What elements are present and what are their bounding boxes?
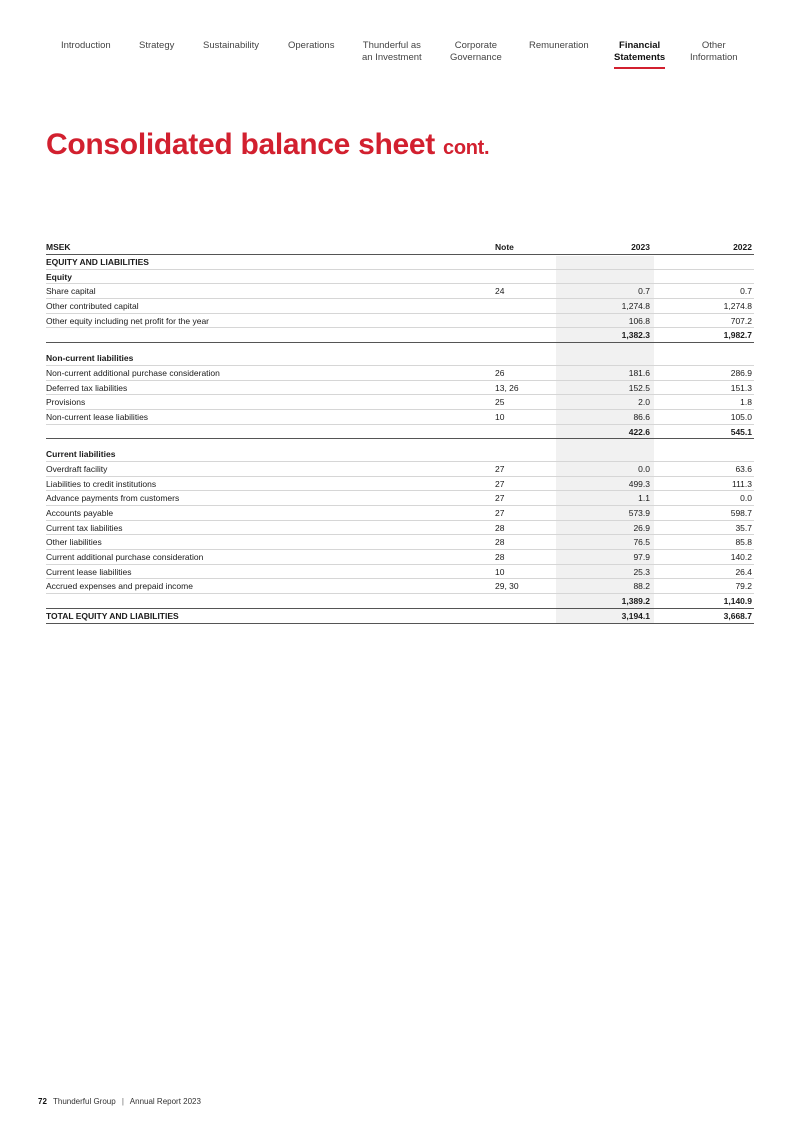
value-2023: 181.6 (628, 367, 650, 378)
row-note: 13, 26 (495, 382, 519, 393)
value-2023: 0.0 (638, 463, 650, 474)
nav-label: Thunderful as (362, 40, 421, 51)
nav-label: Statements (614, 52, 666, 63)
balance-sheet-table (46, 240, 754, 624)
nav-label: Governance (450, 52, 502, 63)
section-header-row (46, 270, 754, 285)
subtotal-row (46, 425, 754, 440)
nav-strategy[interactable] (139, 40, 174, 52)
footer-separator: | (121, 1097, 124, 1106)
row-note: 27 (495, 508, 505, 518)
value-2022: 140.2 (730, 552, 752, 563)
row-note: 28 (495, 522, 505, 533)
value-2022: 1,274.8 (723, 301, 752, 312)
value-2023: 2.0 (638, 397, 650, 408)
value-2022: 545.1 (730, 426, 752, 437)
footer-report: Annual Report 2023 (129, 1097, 201, 1106)
table-row (46, 410, 754, 425)
row-note: 28 (495, 537, 505, 548)
value-2023: 1,382.3 (621, 330, 650, 341)
row-label: Advance payments from customers (46, 493, 180, 504)
value-2023: 1,389.2 (621, 596, 650, 607)
value-2023: 86.6 (633, 411, 650, 422)
row-label: Other contributed capital (46, 301, 139, 312)
row-label: Current tax liabilities (46, 522, 123, 533)
table-row (46, 579, 754, 594)
active-nav-underline (614, 67, 665, 69)
row-label: Provisions (46, 397, 86, 408)
table-row (46, 366, 754, 381)
page-title (46, 128, 489, 162)
nav-label: Strategy (139, 40, 175, 51)
value-2023: 106.8 (628, 315, 650, 326)
nav-label: an Investment (362, 52, 422, 63)
nav-label: Information (690, 52, 738, 63)
footer-company: Thunderful Group (52, 1097, 116, 1106)
value-2023: 3,194.1 (621, 610, 650, 621)
row-label: Non-current additional purchase consideration (46, 367, 220, 378)
row-note: 10 (495, 566, 505, 577)
page-title-main: Consolidated balance sheet (46, 128, 435, 161)
table-row (46, 314, 754, 329)
value-2023: 76.5 (633, 537, 650, 548)
value-2022: 26.4 (735, 566, 752, 577)
table-row (46, 462, 754, 477)
value-2022: 3,668.7 (723, 610, 752, 621)
row-label: Overdraft facility (46, 463, 108, 474)
row-label: Current liabilities (46, 449, 116, 460)
section-header-row (46, 255, 754, 270)
table-row (46, 565, 754, 580)
value-2022: 1,982.7 (723, 330, 752, 341)
nav-other-information[interactable] (690, 40, 738, 64)
table-row (46, 477, 754, 492)
row-note: 25 (495, 397, 505, 408)
row-note: 10 (495, 411, 505, 422)
header-note: Note (495, 242, 514, 252)
value-2023: 152.5 (628, 382, 650, 393)
section-header-row (46, 351, 754, 366)
table-row (46, 550, 754, 565)
row-label: Accounts payable (46, 508, 114, 518)
value-2022: 0.7 (740, 286, 752, 297)
row-note: 28 (495, 552, 505, 563)
table-row (46, 535, 754, 550)
grand-total-row (46, 609, 754, 624)
row-note: 29, 30 (495, 581, 519, 592)
nav-label: Corporate (454, 40, 497, 51)
row-label: EQUITY AND LIABILITIES (46, 257, 149, 267)
nav-label: Sustainability (203, 40, 259, 51)
value-2022: 105.0 (730, 411, 752, 422)
row-note: 27 (495, 493, 505, 504)
value-2022: 286.9 (730, 367, 752, 378)
value-2022: 151.3 (730, 382, 752, 393)
value-2022: 35.7 (735, 522, 752, 533)
subtotal-row (46, 594, 754, 609)
row-note: 26 (495, 367, 505, 378)
nav-label: Introduction (61, 40, 111, 51)
table-row (46, 381, 754, 396)
nav-financial-statements[interactable] (614, 40, 665, 64)
row-label: Other liabilities (46, 537, 102, 548)
value-2023: 1,274.8 (621, 301, 650, 312)
value-2023: 573.9 (628, 508, 650, 518)
subtotal-row (46, 328, 754, 343)
table-row (46, 506, 754, 521)
value-2022: 111.3 (731, 478, 752, 489)
row-label: Liabilities to credit institutions (46, 478, 157, 489)
row-note: 27 (495, 463, 505, 474)
row-label: Current lease liabilities (46, 566, 132, 577)
header-msek: MSEK (46, 242, 71, 252)
value-2023: 499.3 (628, 478, 650, 489)
nav-corporate-governance[interactable] (450, 40, 502, 64)
table-header-row (46, 240, 754, 255)
row-label: Current additional purchase consideration (46, 552, 204, 563)
value-2023: 26.9 (633, 522, 650, 533)
table-row (46, 395, 754, 410)
row-note: 27 (495, 478, 505, 489)
row-label: Other equity including net profit for the year (46, 315, 210, 326)
row-label: Equity (46, 271, 72, 282)
value-2023: 88.2 (633, 581, 650, 592)
nav-label: Financial (619, 40, 661, 51)
row-note: 24 (495, 286, 505, 297)
row-label: Non-current liabilities (46, 353, 134, 364)
nav-thunderful-as-an-investment[interactable] (362, 40, 422, 64)
value-2022: 85.8 (735, 537, 752, 548)
page-title-suffix: cont. (443, 137, 490, 159)
row-label: Accrued expenses and prepaid income (46, 581, 193, 592)
value-2022: 598.7 (730, 508, 752, 518)
nav-sustainability[interactable] (203, 40, 259, 52)
row-label: Share capital (46, 286, 96, 297)
row-label: Deferred tax liabilities (46, 382, 128, 393)
top-navigation (0, 40, 800, 70)
value-2022: 1.8 (740, 397, 752, 408)
value-2022: 0.0 (740, 493, 752, 504)
value-2023: 0.7 (638, 286, 650, 297)
page-number: 72 (38, 1097, 47, 1106)
nav-introduction[interactable] (61, 40, 111, 52)
value-2022: 707.2 (730, 315, 752, 326)
nav-label: Other (701, 40, 726, 51)
value-2022: 63.6 (735, 463, 752, 474)
value-2023: 97.9 (633, 552, 650, 563)
value-2022: 1,140.9 (723, 596, 752, 607)
page-footer (38, 1097, 201, 1106)
value-2023: 25.3 (633, 566, 650, 577)
header-2022: 2022 (733, 242, 752, 252)
nav-label: Remuneration (529, 40, 589, 51)
section-header-row (46, 447, 754, 462)
table-row (46, 521, 754, 536)
header-2023: 2023 (631, 242, 650, 252)
row-label: TOTAL EQUITY AND LIABILITIES (46, 610, 179, 621)
nav-label: Operations (288, 40, 335, 51)
table-row (46, 299, 754, 314)
table-row (46, 284, 754, 299)
row-label: Non-current lease liabilities (46, 411, 149, 422)
value-2022: 79.2 (735, 581, 752, 592)
value-2023: 422.6 (628, 426, 650, 437)
nav-remuneration[interactable] (529, 40, 589, 52)
nav-operations[interactable] (288, 40, 334, 52)
table-row (46, 491, 754, 506)
value-2023: 1.1 (638, 493, 650, 504)
